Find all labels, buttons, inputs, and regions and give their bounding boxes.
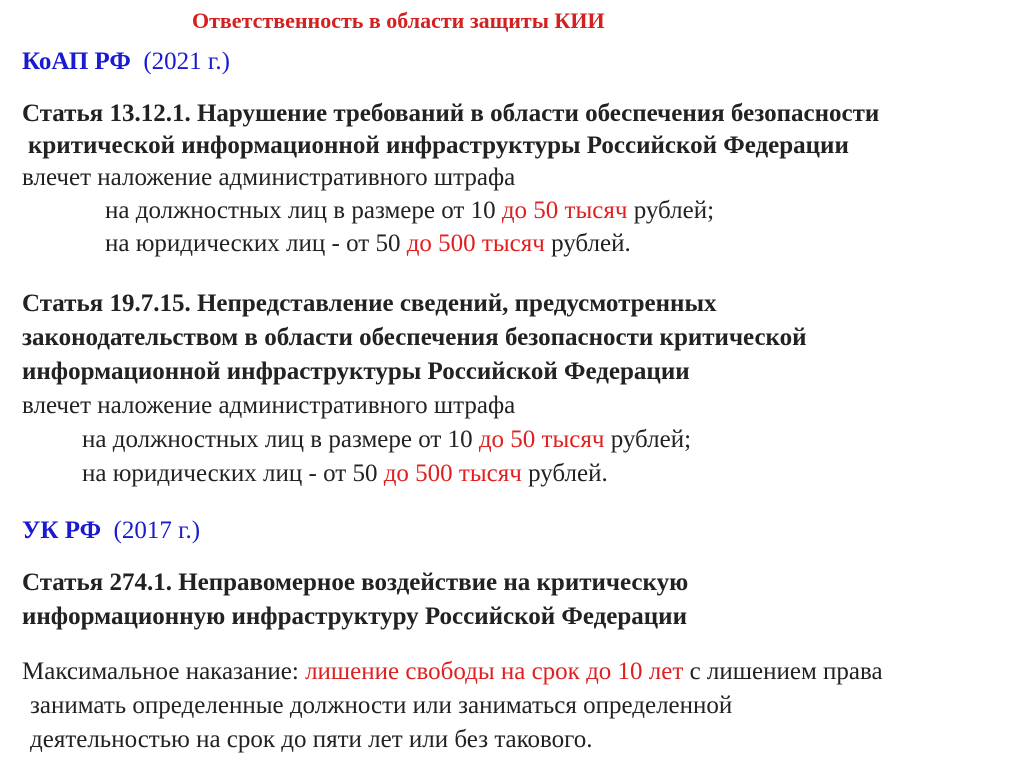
- article-19-7-15-heading-line2: законодательством в области обеспечения безопасности критической: [22, 324, 807, 351]
- fine-prefix: на юридических лиц - от 50: [82, 460, 384, 487]
- uk-law-year: (2017 г.): [113, 517, 201, 544]
- fine-amount: до 500 тысяч: [383, 460, 522, 487]
- article-13-12-1-heading-line2: критической информационной инфраструктуры Российской Федерации: [28, 132, 849, 159]
- uk-law-name: УК РФ: [22, 517, 102, 544]
- fine-amount: до 50 тысяч: [478, 426, 605, 453]
- article-19-7-15-heading-line3: информационной инфраструктуры Российской Федерации: [22, 358, 690, 385]
- article-19-7-15-legal-fine: [82, 458, 608, 490]
- fine-suffix: рублей.: [521, 460, 608, 487]
- koap-law-name: КоАП РФ: [22, 48, 131, 75]
- fine-suffix: рублей;: [627, 197, 715, 224]
- fine-suffix: рублей.: [544, 230, 631, 257]
- fine-amount: до 500 тысяч: [406, 230, 545, 257]
- uk-law-header: [22, 516, 200, 546]
- fine-suffix: рублей;: [604, 426, 692, 453]
- penalty-suffix: с лишением права: [683, 658, 883, 685]
- penalty-line2: занимать определенные должности или заниматься определенной: [30, 692, 733, 719]
- article-13-12-1-legal-fine: [105, 228, 631, 260]
- article-19-7-15-officials-fine: [82, 424, 691, 456]
- page-title: Ответственность в области защиты КИИ: [192, 8, 605, 33]
- article-13-12-1-heading-line1: Статья 13.12.1. Нарушение требований в области обеспечения безопасности: [22, 100, 880, 127]
- penalty-term: лишение свободы на срок до 10 лет: [305, 658, 684, 685]
- fine-amount: до 50 тысяч: [501, 197, 628, 224]
- article-13-12-1-intro: влечет наложение административного штрафа: [22, 164, 516, 191]
- penalty-line3: деятельностью на срок до пяти лет или без такового.: [30, 726, 593, 753]
- penalty-line1: [22, 656, 883, 688]
- penalty-prefix: Максимальное наказание:: [22, 658, 306, 685]
- koap-law-header: [22, 47, 230, 77]
- article-274-1-heading-line1: Статья 274.1. Неправомерное воздействие на критическую: [22, 569, 689, 596]
- article-13-12-1-officials-fine: [105, 195, 714, 227]
- article-19-7-15-heading-line1: Статья 19.7.15. Непредставление сведений, предусмотренных: [22, 290, 717, 317]
- koap-law-year: (2021 г.): [143, 48, 230, 75]
- fine-prefix: на должностных лиц в размере от 10: [105, 197, 502, 224]
- article-19-7-15-intro: влечет наложение административного штрафа: [22, 392, 516, 419]
- fine-prefix: на должностных лиц в размере от 10: [82, 426, 479, 453]
- article-274-1-heading-line2: информационную инфраструктуру Российской Федерации: [22, 603, 687, 630]
- fine-prefix: на юридических лиц - от 50: [105, 230, 407, 257]
